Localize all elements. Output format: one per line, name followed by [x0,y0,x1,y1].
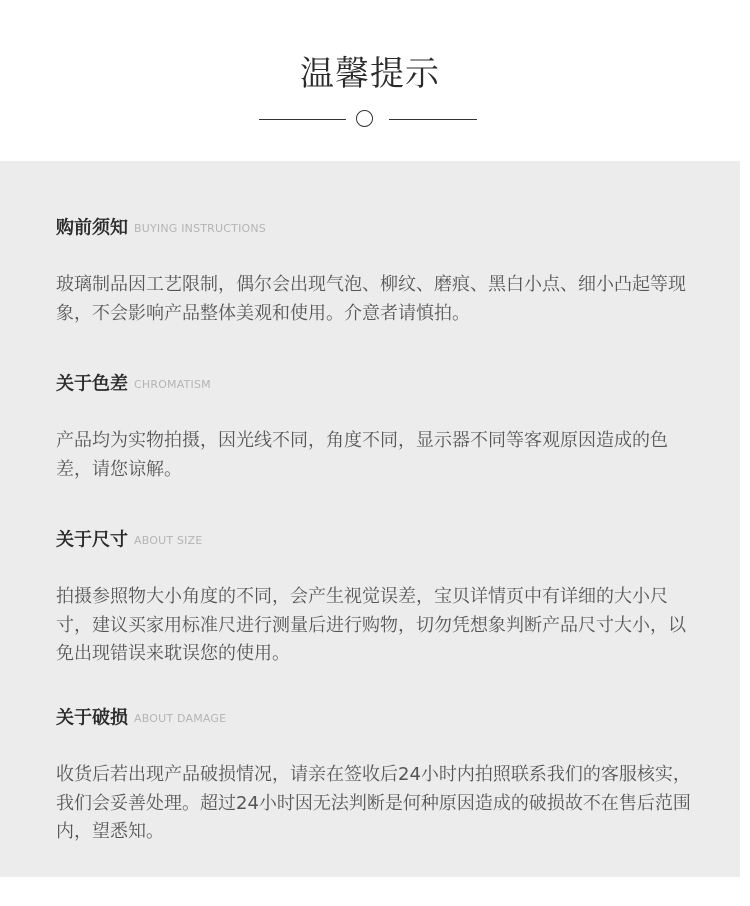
section-heading [56,705,696,731]
divider-line-left [259,119,346,120]
section-heading [56,527,696,553]
section-body: 玻璃制品因工艺限制，偶尔会出现气泡、柳纹、磨痕、黑白小点、细小凸起等现象，不会影响产品整体美观和使用。介意者请慎拍。 [56,274,686,324]
section-body: 收货后若出现产品破损情况，请亲在签收后24小时内拍照联系我们的客服核实，我们会妥善处理。超过24小时因无法判断是何种原因造成的破损故不在售后范围内，望悉知。 [56,764,691,842]
section-subtitle: BUYING INSTRUCTIONS [134,221,266,235]
section-title: 关于尺寸 [56,529,128,551]
section-body: 拍摄参照物大小角度的不同，会产生视觉误差，宝贝详情页中有详细的大小尺寸，建议买家用标准尺进行测量后进行购物，切勿凭想象判断产品尺寸大小，以免出现错误来耽误您的使用。 [56,586,686,664]
section-title: 购前须知 [56,217,128,239]
divider-circle-icon [356,110,373,127]
divider-line-right [389,119,477,120]
section-heading [56,371,696,397]
notice-panel [0,161,740,877]
section-subtitle: CHROMATISM [134,377,211,391]
section-about-damage [56,705,696,847]
section-body: 产品均为实物拍摄，因光线不同，角度不同，显示器不同等客观原因造成的色差，请您谅解。 [56,430,668,480]
page-title: 温馨提示 [300,54,440,94]
section-about-size [56,527,696,669]
section-title: 关于破损 [56,707,128,729]
section-buying-instructions [56,215,696,328]
title-divider [259,109,477,131]
section-title: 关于色差 [56,373,128,395]
section-subtitle: ABOUT DAMAGE [134,711,227,725]
section-heading [56,215,696,241]
section-subtitle: ABOUT SIZE [134,533,203,547]
section-chromatism [56,371,696,484]
header [0,0,750,161]
